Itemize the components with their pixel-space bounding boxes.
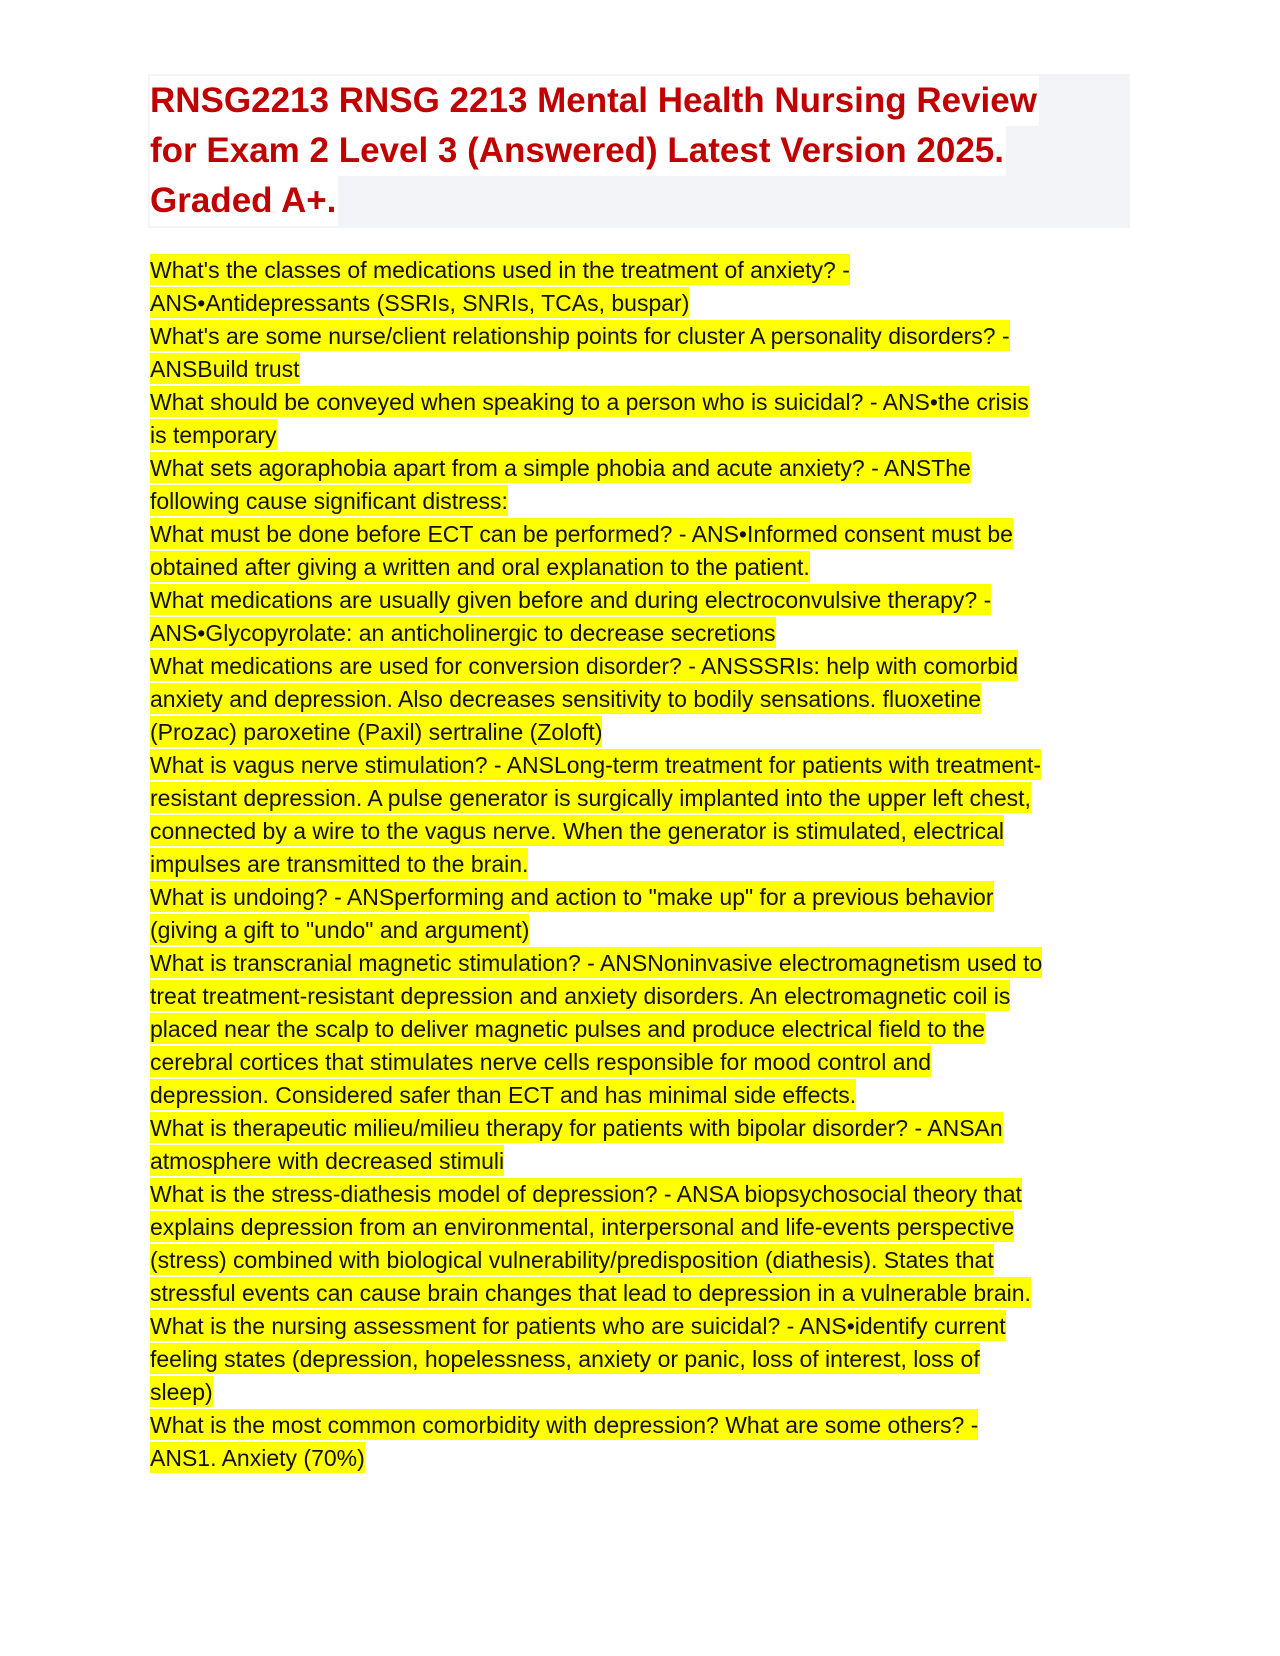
qa-line: [150, 980, 1130, 1013]
qa-line: [150, 419, 1130, 452]
qa-line: [150, 551, 1130, 584]
highlighted-text: ANS1. Anxiety (70%): [150, 1442, 365, 1473]
qa-line: [150, 386, 1130, 419]
qa-line: [150, 947, 1130, 980]
highlighted-text: sleep): [150, 1376, 213, 1407]
highlighted-text: stressful events can cause brain changes that lead to depression in a vulnerable brain.: [150, 1277, 1031, 1308]
qa-line: [150, 1178, 1130, 1211]
qa-line: [150, 881, 1130, 914]
qa-line: [150, 650, 1130, 683]
highlighted-text: What must be done before ECT can be performed? - ANS•Informed consent must be: [150, 518, 1013, 549]
qa-line: [150, 1112, 1130, 1145]
qa-line: [150, 485, 1130, 518]
highlighted-text: What is undoing? - ANSperforming and action to "make up" for a previous behavior: [150, 881, 994, 912]
qa-line: [150, 1079, 1130, 1112]
document-title-line-3: Graded A+.: [150, 176, 338, 226]
highlighted-text: anxiety and depression. Also decreases sensitivity to bodily sensations. fluoxetine: [150, 683, 981, 714]
highlighted-text: ANS•Antidepressants (SSRIs, SNRIs, TCAs, buspar): [150, 287, 689, 318]
highlighted-text: What medications are usually given before and during electroconvulsive therapy? -: [150, 584, 991, 615]
qa-line: [150, 1046, 1130, 1079]
highlighted-text: What is the most common comorbidity with depression? What are some others? -: [150, 1409, 978, 1440]
qa-line: [150, 254, 1130, 287]
qa-line: [150, 914, 1130, 947]
qa-line: [150, 617, 1130, 650]
qa-line: [150, 1211, 1130, 1244]
qa-line: [150, 353, 1130, 386]
highlighted-text: What's the classes of medications used in the treatment of anxiety? -: [150, 254, 850, 285]
highlighted-text: (stress) combined with biological vulnerability/predisposition (diathesis). States that: [150, 1244, 994, 1275]
highlighted-text: What is therapeutic milieu/milieu therapy for patients with bipolar disorder? - ANSAn: [150, 1112, 1003, 1143]
qa-line: [150, 1343, 1130, 1376]
qa-line: [150, 1145, 1130, 1178]
qa-line: [150, 1310, 1130, 1343]
qa-line: [150, 1376, 1130, 1409]
qa-line: [150, 683, 1130, 716]
qa-line: [150, 1277, 1130, 1310]
highlighted-text: (giving a gift to "undo" and argument): [150, 914, 529, 945]
highlighted-text: connected by a wire to the vagus nerve. When the generator is stimulated, electrical: [150, 815, 1004, 846]
highlighted-text: What is the nursing assessment for patients who are suicidal? - ANS•identify current: [150, 1310, 1006, 1341]
document-title-line-1: RNSG2213 RNSG 2213 Mental Health Nursing Review: [150, 76, 1039, 126]
highlighted-text: ANSBuild trust: [150, 353, 300, 384]
highlighted-text: What medications are used for conversion disorder? - ANSSSRIs: help with comorbid: [150, 650, 1018, 681]
qa-line: [150, 287, 1130, 320]
qa-line: [150, 1244, 1130, 1277]
qa-line: [150, 1442, 1130, 1475]
qa-line: [150, 584, 1130, 617]
highlighted-text: feeling states (depression, hopelessness, anxiety or panic, loss of interest, loss of: [150, 1343, 980, 1374]
highlighted-text: impulses are transmitted to the brain.: [150, 848, 528, 879]
highlighted-text: What is vagus nerve stimulation? - ANSLong-term treatment for patients with treatment-: [150, 749, 1041, 780]
highlighted-text: placed near the scalp to deliver magnetic pulses and produce electrical field to the: [150, 1013, 985, 1044]
highlighted-text: obtained after giving a written and oral explanation to the patient.: [150, 551, 810, 582]
qa-line: [150, 1013, 1130, 1046]
highlighted-text: is temporary: [150, 419, 277, 450]
highlighted-text: following cause significant distress:: [150, 485, 508, 516]
qa-line: [150, 848, 1130, 881]
highlighted-text: What sets agoraphobia apart from a simple phobia and acute anxiety? - ANSThe: [150, 452, 971, 483]
highlighted-text: What is transcranial magnetic stimulation? - ANSNoninvasive electromagnetism used to: [150, 947, 1042, 978]
highlighted-text: What's are some nurse/client relationship points for cluster A personality disorders? -: [150, 320, 1010, 351]
highlighted-text: explains depression from an environmental, interpersonal and life-events perspective: [150, 1211, 1014, 1242]
qa-line: [150, 815, 1130, 848]
highlighted-text: atmosphere with decreased stimuli: [150, 1145, 504, 1176]
highlighted-text: resistant depression. A pulse generator is surgically implanted into the upper left chest,: [150, 782, 1031, 813]
qa-body: [150, 254, 1130, 1475]
highlighted-text: What should be conveyed when speaking to a person who is suicidal? - ANS•the crisis: [150, 386, 1029, 417]
qa-line: [150, 1409, 1130, 1442]
highlighted-text: depression. Considered safer than ECT and has minimal side effects.: [150, 1079, 856, 1110]
qa-line: [150, 452, 1130, 485]
highlighted-text: cerebral cortices that stimulates nerve cells responsible for mood control and: [150, 1046, 931, 1077]
highlighted-text: treat treatment-resistant depression and anxiety disorders. An electromagnetic coil is: [150, 980, 1010, 1011]
qa-line: [150, 749, 1130, 782]
highlighted-text: ANS•Glycopyrolate: an anticholinergic to decrease secretions: [150, 617, 776, 648]
highlighted-text: (Prozac) paroxetine (Paxil) sertraline (Zoloft): [150, 716, 602, 747]
document-title-line-2: for Exam 2 Level 3 (Answered) Latest Version 2025.: [150, 126, 1006, 176]
qa-line: [150, 716, 1130, 749]
qa-line: [150, 518, 1130, 551]
highlighted-text: What is the stress-diathesis model of depression? - ANSA biopsychosocial theory that: [150, 1178, 1022, 1209]
qa-line: [150, 782, 1130, 815]
qa-line: [150, 320, 1130, 353]
